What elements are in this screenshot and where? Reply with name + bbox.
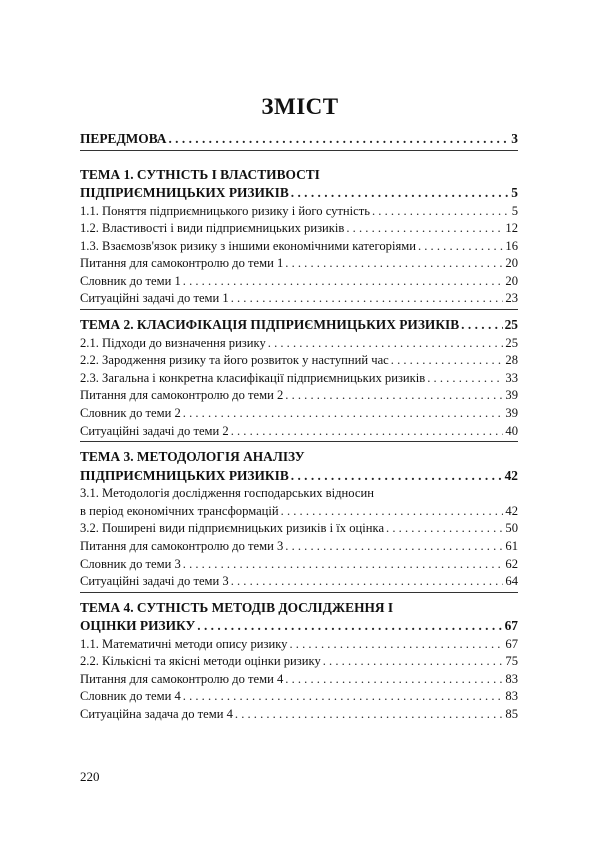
toc-page: 25 — [504, 317, 518, 333]
leader-dots — [231, 573, 504, 591]
leader-dots — [231, 423, 504, 441]
toc-label: Словник до теми 1 — [80, 273, 181, 288]
leader-dots — [285, 538, 503, 556]
divider — [80, 309, 518, 310]
toc-label: Ситуаційні задачі до теми 1 — [80, 291, 229, 306]
leader-dots — [285, 387, 503, 405]
leader-dots — [291, 184, 510, 203]
toc-page: 3 — [511, 131, 518, 146]
toc-item — [80, 423, 518, 441]
leader-dots — [418, 238, 503, 256]
toc-item — [80, 485, 518, 503]
table-of-contents — [80, 130, 518, 724]
leader-dots — [268, 335, 504, 353]
toc-item — [80, 503, 518, 521]
toc-item — [80, 290, 518, 308]
toc-page: 16 — [505, 238, 518, 253]
toc-item — [80, 556, 518, 574]
leader-dots — [291, 467, 503, 486]
toc-item — [80, 273, 518, 291]
leader-dots — [391, 352, 504, 370]
toc-page: 33 — [505, 370, 518, 385]
toc-item — [80, 238, 518, 256]
leader-dots — [372, 203, 510, 221]
section-heading-line1: ТЕМА 3. МЕТОДОЛОГІЯ АНАЛІЗУ — [80, 449, 305, 465]
toc-page: 42 — [504, 467, 518, 483]
toc-label: Ситуаційна задача до теми 4 — [80, 707, 233, 722]
toc-label: 3.1. Методологія дослідження господарських відносин — [80, 486, 374, 501]
section-heading-line2: ПІДПРИЄМНИЦЬКИХ РИЗИКІВ — [80, 185, 289, 200]
section-heading-line2: ОЦІНКИ РИЗИКУ — [80, 618, 196, 634]
toc-item — [80, 387, 518, 405]
toc-page: 5 — [511, 203, 518, 218]
section-heading-line1: ТЕМА 2. КЛАСИФІКАЦІЯ ПІДПРИЄМНИЦЬКИХ РИЗИКІВ — [80, 317, 460, 333]
toc-label: Словник до теми 3 — [80, 556, 181, 571]
leader-dots — [183, 688, 504, 706]
toc-label: Питання для самоконтролю до теми 4 — [80, 671, 284, 686]
toc-page: 67 — [505, 636, 518, 651]
toc-label: ПЕРЕДМОВА — [80, 131, 167, 146]
toc-section-2 — [80, 316, 518, 442]
toc-item — [80, 255, 518, 273]
toc-label: 2.3. Загальна і конкретна класифікації підприємницьких ризиків — [80, 370, 426, 385]
section-heading-line2: ПІДПРИЄМНИЦЬКИХ РИЗИКІВ — [80, 467, 289, 483]
toc-page: 25 — [505, 335, 518, 350]
toc-page: 5 — [511, 185, 518, 200]
toc-page: 40 — [505, 423, 518, 438]
toc-label: 2.1. Підходи до визначення ризику — [80, 335, 266, 350]
toc-page: 61 — [505, 538, 518, 553]
section-heading-line1: ТЕМА 4. СУТНІСТЬ МЕТОДІВ ДОСЛІДЖЕННЯ І — [80, 599, 394, 615]
divider — [80, 441, 518, 442]
toc-page: 50 — [505, 521, 518, 536]
toc-page: 39 — [505, 388, 518, 403]
toc-item — [80, 636, 518, 654]
toc-item — [80, 671, 518, 689]
toc-page: 85 — [505, 707, 518, 722]
leader-dots — [235, 706, 504, 724]
toc-label: 1.3. Взаємозв'язок ризику з іншими економічними категоріями — [80, 238, 416, 253]
toc-label: Питання для самоконтролю до теми 2 — [80, 388, 284, 403]
section-heading — [80, 467, 518, 486]
leader-dots — [285, 255, 503, 273]
toc-label: 1.1. Математичні методи опису ризику — [80, 636, 288, 651]
toc-label: Словник до теми 4 — [80, 689, 181, 704]
toc-section-4 — [80, 599, 518, 724]
toc-label: 2.2. Зародження ризику та його розвиток у наступний час — [80, 353, 389, 368]
section-heading — [80, 316, 518, 335]
section-heading — [80, 617, 518, 636]
toc-label: Словник до теми 2 — [80, 405, 181, 420]
toc-label: в період економічних трансформацій — [80, 503, 279, 518]
section-heading — [80, 166, 518, 185]
leader-dots — [461, 316, 502, 335]
toc-page: 39 — [505, 405, 518, 420]
toc-label: 3.2. Поширені види підприємницьких ризиків і їх оцінка — [80, 521, 385, 536]
toc-label: Питання для самоконтролю до теми 3 — [80, 538, 284, 553]
leader-dots — [183, 405, 504, 423]
section-heading — [80, 184, 518, 203]
leader-dots — [183, 556, 504, 574]
toc-page: 23 — [505, 291, 518, 306]
leader-dots — [281, 503, 504, 521]
toc-page: 42 — [505, 503, 518, 518]
leader-dots — [197, 617, 502, 636]
toc-item — [80, 688, 518, 706]
toc-page: 75 — [505, 654, 518, 669]
toc-item — [80, 573, 518, 591]
section-heading — [80, 599, 518, 618]
page-title: ЗМІСТ — [261, 94, 339, 119]
toc-label: Питання для самоконтролю до теми 1 — [80, 256, 284, 271]
toc-label: 2.2. Кількісні та якісні методи оцінки ризику — [80, 654, 321, 669]
toc-page: 12 — [505, 221, 518, 236]
leader-dots — [183, 273, 504, 291]
toc-item — [80, 352, 518, 370]
toc-page: 67 — [504, 618, 518, 634]
leader-dots — [289, 636, 503, 654]
toc-item — [80, 370, 518, 388]
toc-item — [80, 520, 518, 538]
leader-dots — [346, 220, 503, 238]
toc-page: 20 — [505, 256, 518, 271]
toc-page: 83 — [505, 689, 518, 704]
toc-item — [80, 335, 518, 353]
toc-label: Ситуаційні задачі до теми 2 — [80, 423, 229, 438]
leader-dots — [386, 520, 503, 538]
toc-label: Ситуаційні задачі до теми 3 — [80, 574, 229, 589]
section-heading-line1: ТЕМА 1. СУТНІСТЬ І ВЛАСТИВОСТІ — [80, 166, 320, 182]
divider — [80, 592, 518, 593]
leader-dots — [285, 671, 503, 689]
leader-dots — [323, 653, 504, 671]
toc-page: 62 — [505, 556, 518, 571]
leader-dots — [168, 130, 509, 149]
toc-page: 20 — [505, 273, 518, 288]
toc-item — [80, 220, 518, 238]
page-number: 220 — [80, 769, 100, 784]
toc-item — [80, 538, 518, 556]
leader-dots — [231, 290, 504, 308]
section-heading — [80, 448, 518, 467]
toc-label: 1.2. Властивості і види підприємницьких ризиків — [80, 221, 345, 236]
toc-item — [80, 706, 518, 724]
toc-page: 28 — [505, 353, 518, 368]
toc-section-1 — [80, 166, 518, 311]
toc-item — [80, 653, 518, 671]
leader-dots — [427, 370, 503, 388]
toc-section-3 — [80, 448, 518, 593]
toc-item — [80, 203, 518, 221]
divider — [80, 150, 518, 151]
toc-page: 83 — [505, 671, 518, 686]
toc-item — [80, 405, 518, 423]
toc-preface — [80, 130, 518, 149]
toc-label: 1.1. Поняття підприємницького ризику і його сутність — [80, 203, 370, 218]
toc-page: 64 — [505, 574, 518, 589]
